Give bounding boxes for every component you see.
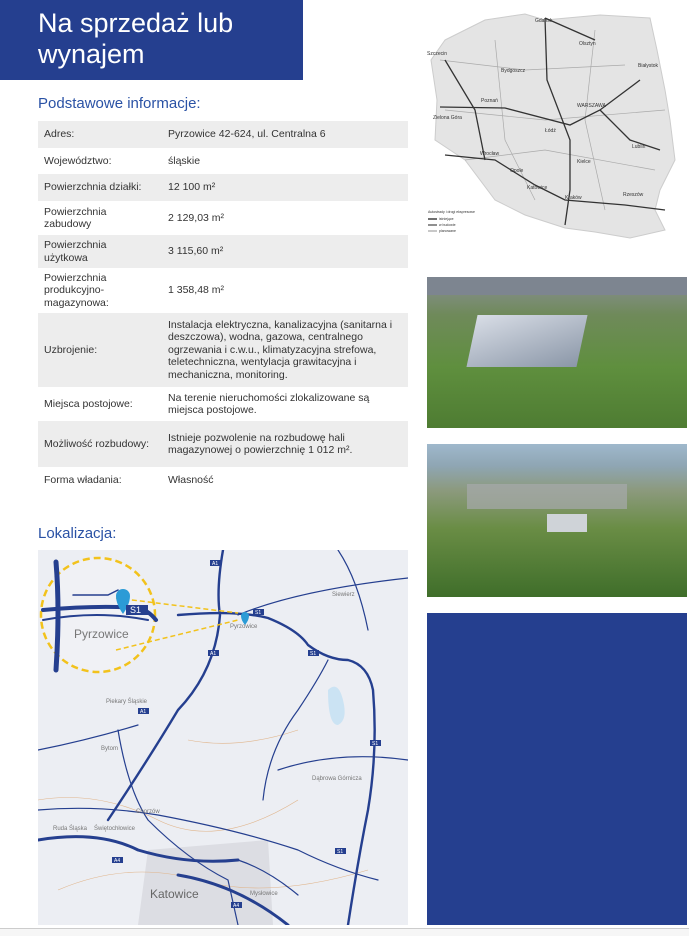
map-label: Siewierz <box>332 592 355 598</box>
poland-road-map <box>425 0 689 245</box>
road-badge-s1: S1 <box>310 651 317 657</box>
table-row <box>38 148 408 174</box>
page-footer-bar <box>0 928 689 936</box>
table-row <box>38 313 408 387</box>
road-badge-s1: S1 <box>372 741 379 747</box>
row-label: Forma władania: <box>44 473 122 486</box>
city-label: Szczecin <box>427 51 448 57</box>
row-value: 2 129,03 m² <box>168 211 225 224</box>
road-badge-s1: S1 <box>255 610 262 616</box>
road-badge-a1: A1 <box>140 709 147 715</box>
row-value: Własność <box>168 473 214 486</box>
row-value: 12 100 m² <box>168 181 216 194</box>
page-title: Na sprzedaż lub wynajem <box>0 0 303 80</box>
row-value: 1 358,48 m² <box>168 284 225 297</box>
city-label: Rzeszów <box>623 192 644 198</box>
table-row <box>38 121 408 148</box>
basic-info-heading: Podstawowe informacje: <box>38 95 201 112</box>
map-label-pyrzowice-zoom: Pyrzowice <box>74 627 129 641</box>
city-label: Poznań <box>481 98 498 104</box>
table-row <box>38 201 408 235</box>
blue-panel <box>427 613 687 925</box>
city-label: Olsztyn <box>579 41 596 47</box>
city-label: Białystok <box>638 63 659 69</box>
road-badge-a4: A4 <box>233 903 240 909</box>
aerial-photo-area <box>427 444 687 597</box>
map-label: Mysłowice <box>250 891 278 897</box>
poland-map-svg <box>425 0 689 245</box>
row-label: Województwo: <box>44 154 112 167</box>
city-label: Kraków <box>565 195 582 201</box>
map-label: Ruda Śląska <box>53 826 88 832</box>
row-value: Na terenie nieruchomości zlokalizowane są miejsca postojowe. <box>168 391 370 416</box>
city-label: Bydgoszcz <box>501 68 526 74</box>
city-label: Gdańsk <box>535 18 553 24</box>
location-map-svg <box>38 550 408 925</box>
table-row <box>38 235 408 268</box>
row-value: 3 115,60 m² <box>168 245 224 258</box>
road-badge-s1: S1 <box>130 605 142 615</box>
row-label: Powierzchnia użytkowa <box>44 239 107 264</box>
row-label: Powierzchnia działki: <box>44 181 142 194</box>
map-label: Pyrzowice <box>230 624 258 630</box>
aerial-photo-building <box>427 277 687 428</box>
row-label: Miejsca postojowe: <box>44 397 133 410</box>
city-label: WARSZAWA <box>577 103 606 109</box>
row-value: śląskie <box>168 154 201 167</box>
row-label: Adres: <box>44 128 75 141</box>
table-row <box>38 268 408 313</box>
legend-item: istniejące <box>439 217 454 221</box>
location-map[interactable] <box>38 550 408 925</box>
legend-title: Autostrady i drogi ekspresowe <box>428 210 475 214</box>
row-label: Powierzchnia produkcyjno-magazynowa: <box>44 271 109 309</box>
map-label-katowice: Katowice <box>150 887 199 901</box>
legend-item: planowane <box>439 229 456 233</box>
table-row <box>38 467 408 493</box>
city-label: Lublin <box>632 144 646 150</box>
map-label: Dąbrowa Górnicza <box>312 776 362 782</box>
city-label: Kielce <box>577 159 591 165</box>
city-label: Katowice <box>527 185 548 191</box>
road-badge-a1: A1 <box>212 561 219 567</box>
basic-info-table <box>38 121 408 493</box>
road-badge-a4: A4 <box>114 858 121 864</box>
legend-item: w budowie <box>439 223 456 227</box>
city-label: Łódź <box>545 128 556 134</box>
table-row <box>38 387 408 421</box>
location-heading: Lokalizacja: <box>38 525 117 542</box>
row-label: Możliwość rozbudowy: <box>44 437 150 450</box>
row-label: Uzbrojenie: <box>44 343 98 356</box>
table-row <box>38 421 408 467</box>
road-badge-s1: S1 <box>337 849 344 855</box>
city-label: Zielona Góra <box>433 115 462 121</box>
table-row <box>38 174 408 201</box>
row-value: Instalacja elektryczna, kanalizacyjna (sanitarna i deszczowa), wodna, gazowa, centralnego ogrzewania i c.w.u., klimatyzacyjna strefowa, teletechniczna, wentylacja grawitacyjna i mechaniczna, monitoring. <box>168 318 393 381</box>
row-label: Powierzchnia zabudowy <box>44 205 107 230</box>
map-label: Bytom <box>101 746 119 752</box>
row-value: Pyrzowice 42-624, ul. Centralna 6 <box>168 128 326 141</box>
city-label: Wrocław <box>480 151 500 157</box>
city-label: Opole <box>510 168 524 174</box>
map-label: Piekary Śląskie <box>106 699 148 705</box>
road-badge-a1: A1 <box>210 651 217 657</box>
map-label: Świętochłowice <box>94 826 136 832</box>
row-value: Istnieje pozwolenie na rozbudowę hali magazynowej o powierzchnię 1 012 m². <box>168 431 353 456</box>
map-label: Chorzów <box>136 809 160 815</box>
